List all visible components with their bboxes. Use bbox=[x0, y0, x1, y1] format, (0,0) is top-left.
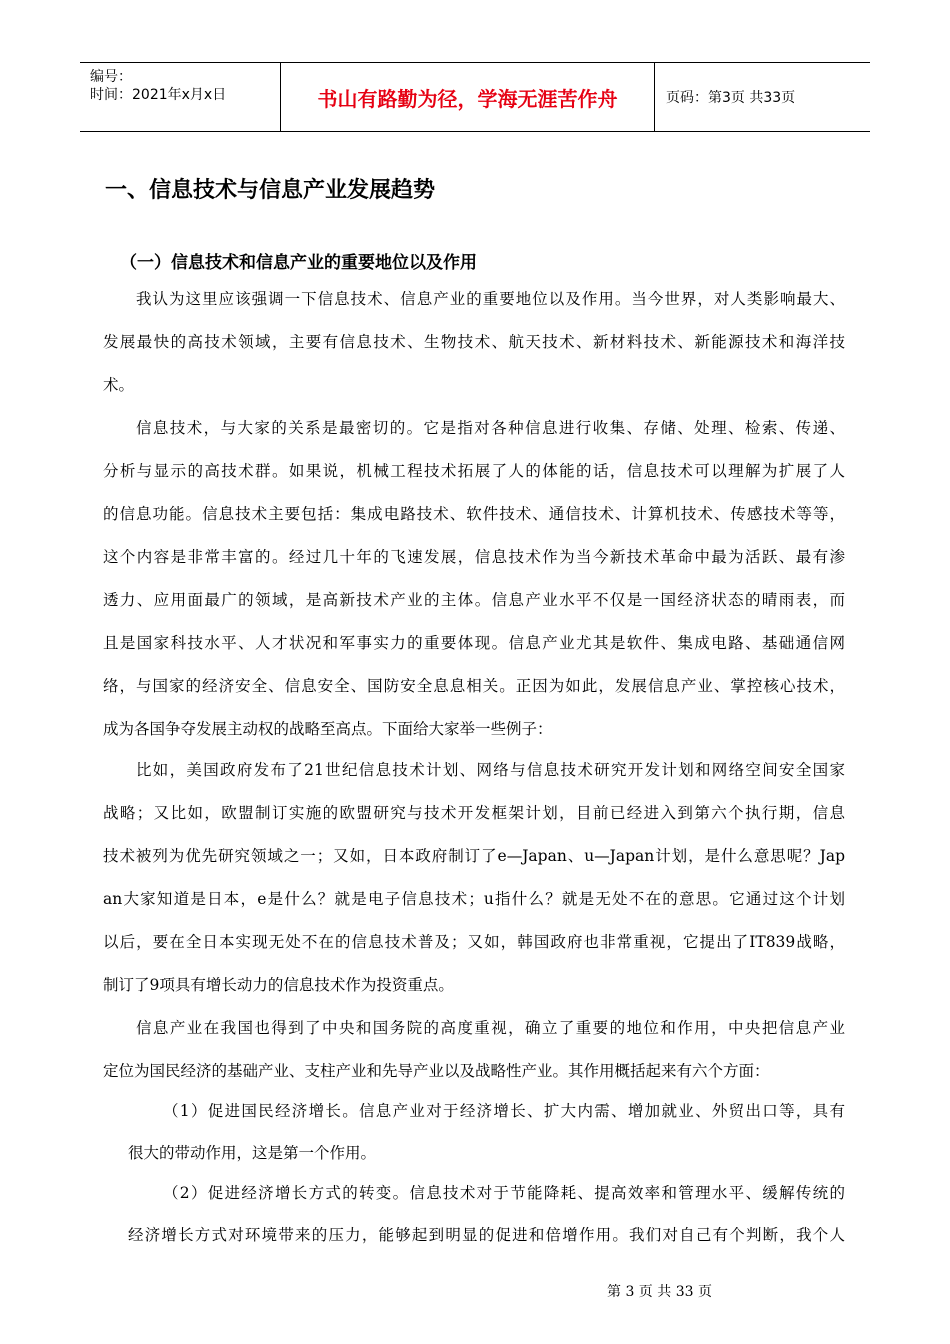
body-line: 透力、应用面最广的领域，是高新技术产业的主体。信息产业水平不仅是一国经济状态的晴雨表，而 bbox=[103, 591, 845, 609]
body-line: 战略；又比如，欧盟制订实施的欧盟研究与技术开发框架计划，目前已经进入到第六个执行期，信息 bbox=[103, 804, 845, 822]
body-line: 发展最快的高技术领域，主要有信息技术、生物技术、航天技术、新材料技术、新能源技术和海洋技 bbox=[103, 333, 845, 351]
section-heading: 一、信息技术与信息产业发展趋势 bbox=[105, 178, 436, 203]
body-line: 以后，要在全日本实现无处不在的信息技术普及；又如，韩国政府也非常重视，它提出了IT839战略， bbox=[103, 933, 845, 951]
body-line: an大家知道是日本，e是什么？就是电子信息技术；u指什么？就是无处不在的意思。它通过这个计划 bbox=[103, 890, 845, 908]
body-line: 这个内容是非常丰富的。经过几十年的飞速发展，信息技术作为当今新技术革命中最为活跃、最有渗 bbox=[103, 548, 845, 566]
body-line: 很大的带动作用，这是第一个作用。 bbox=[128, 1144, 377, 1162]
time-label: 时间：2021年x月x日 bbox=[90, 87, 227, 103]
number-label: 编号： bbox=[90, 69, 132, 85]
document-header bbox=[80, 62, 870, 132]
body-line: 成为各国争夺发展主动权的战略至高点。下面给大家举一些例子： bbox=[103, 720, 553, 738]
body-line: 我认为这里应该强调一下信息技术、信息产业的重要地位以及作用。当今世界，对人类影响最大、 bbox=[136, 290, 845, 308]
body-line: 分析与显示的高技术群。如果说，机械工程技术拓展了人的体能的话，信息技术可以理解为扩展了人 bbox=[103, 462, 845, 480]
page-footer: 第 3 页 共 33 页 bbox=[607, 1284, 712, 1300]
body-line: 的信息功能。信息技术主要包括：集成电路技术、软件技术、通信技术、计算机技术、传感技术等等， bbox=[103, 505, 845, 523]
body-line: （2）促进经济增长方式的转变。信息技术对于节能降耗、提高效率和管理水平、缓解传统的 bbox=[163, 1184, 845, 1202]
header-page-info: 页码：第3页 共33页 bbox=[666, 90, 796, 106]
body-line: 定位为国民经济的基础产业、支柱产业和先导产业以及战略性产业。其作用概括起来有六个方面： bbox=[103, 1062, 770, 1080]
header-motto: 书山有路勤为径，学海无涯苦作舟 bbox=[281, 63, 655, 131]
header-meta-cell bbox=[80, 63, 281, 131]
body-line: 技术被列为优先研究领域之一；又如，日本政府制订了e—Japan、u—Japan计划，是什么意思呢？Jap bbox=[103, 847, 845, 865]
body-line: 络，与国家的经济安全、信息安全、国防安全息息相关。正因为如此，发展信息产业、掌控核心技术， bbox=[103, 677, 845, 695]
body-line: 术。 bbox=[103, 376, 135, 394]
body-line: 比如，美国政府发布了21世纪信息技术计划、网络与信息技术研究开发计划和网络空间安全国家 bbox=[136, 761, 845, 779]
body-line: 经济增长方式对环境带来的压力，能够起到明显的促进和倍增作用。我们对自己有个判断，我个人 bbox=[128, 1226, 845, 1244]
body-line: 且是国家科技水平、人才状况和军事实力的重要体现。信息产业尤其是软件、集成电路、基础通信网 bbox=[103, 634, 845, 652]
body-line: 信息产业在我国也得到了中央和国务院的高度重视，确立了重要的地位和作用，中央把信息产业 bbox=[136, 1019, 845, 1037]
body-line: 信息技术，与大家的关系是最密切的。它是指对各种信息进行收集、存储、处理、检索、传递、 bbox=[136, 419, 845, 437]
body-line: （1）促进国民经济增长。信息产业对于经济增长、扩大内需、增加就业、外贸出口等，具有 bbox=[163, 1102, 845, 1120]
body-line: 制订了9项具有增长动力的信息技术作为投资重点。 bbox=[103, 976, 454, 994]
subsection-heading: （一）信息技术和信息产业的重要地位以及作用 bbox=[120, 253, 477, 273]
